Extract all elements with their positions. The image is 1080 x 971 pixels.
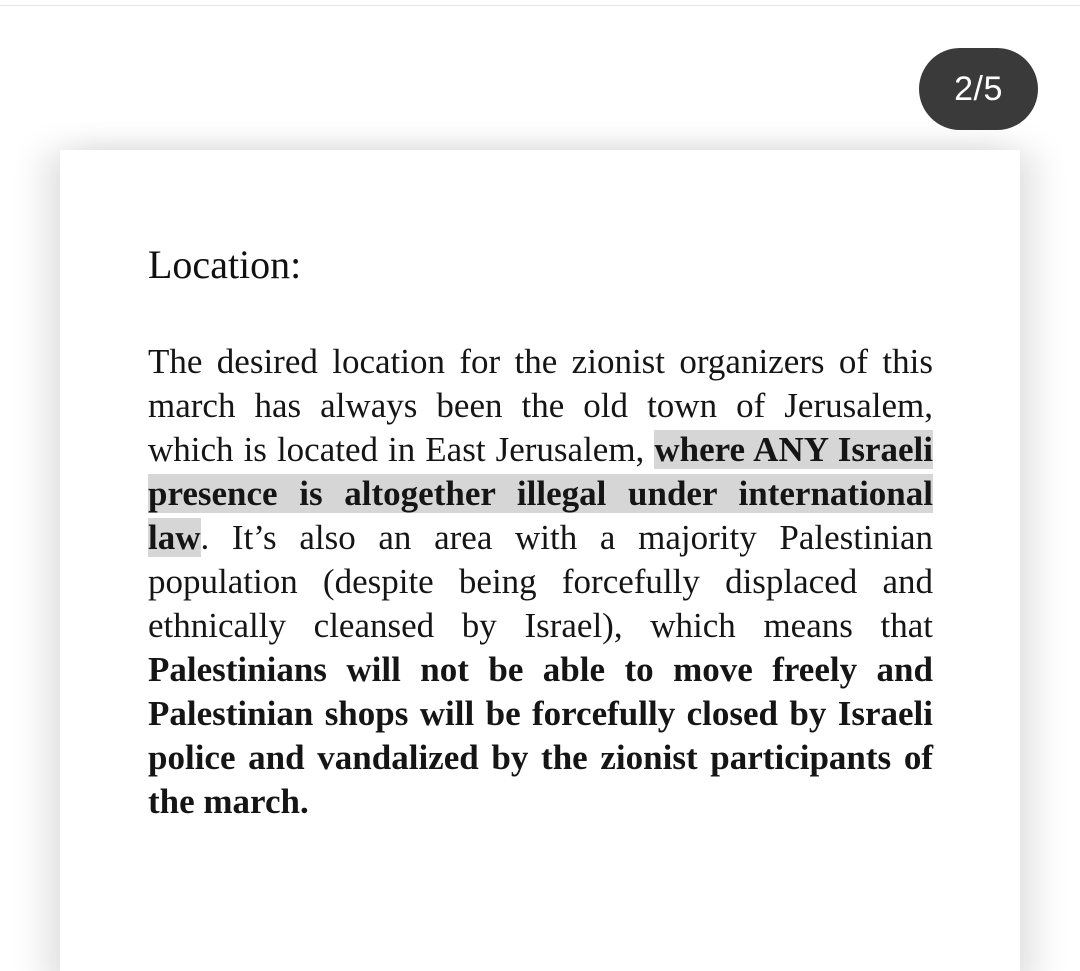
- page-indicator-badge: 2/5: [919, 48, 1038, 130]
- paragraph-text-segment: . It’s also an area with a majority Palestinian population (despite being forcefully displaced and ethnically cleansed by Israel), which means that: [148, 518, 933, 645]
- highlighted-bold-text: where ANY Israeli presence is altogether illegal under international law: [148, 430, 933, 557]
- paragraph-text-segment: The desired location for the zionist organizers of this march has always been the old town of Jerusalem, which is located in East Jerusalem,: [148, 342, 933, 469]
- top-divider: [0, 5, 1080, 6]
- body-paragraph: [148, 340, 933, 824]
- section-heading: Location:: [148, 242, 302, 287]
- bold-text: Palestinians will not be able to move freely and Palestinian shops will be forcefully closed by Israeli police and vandalized by the zionist participants of the march.: [148, 650, 933, 821]
